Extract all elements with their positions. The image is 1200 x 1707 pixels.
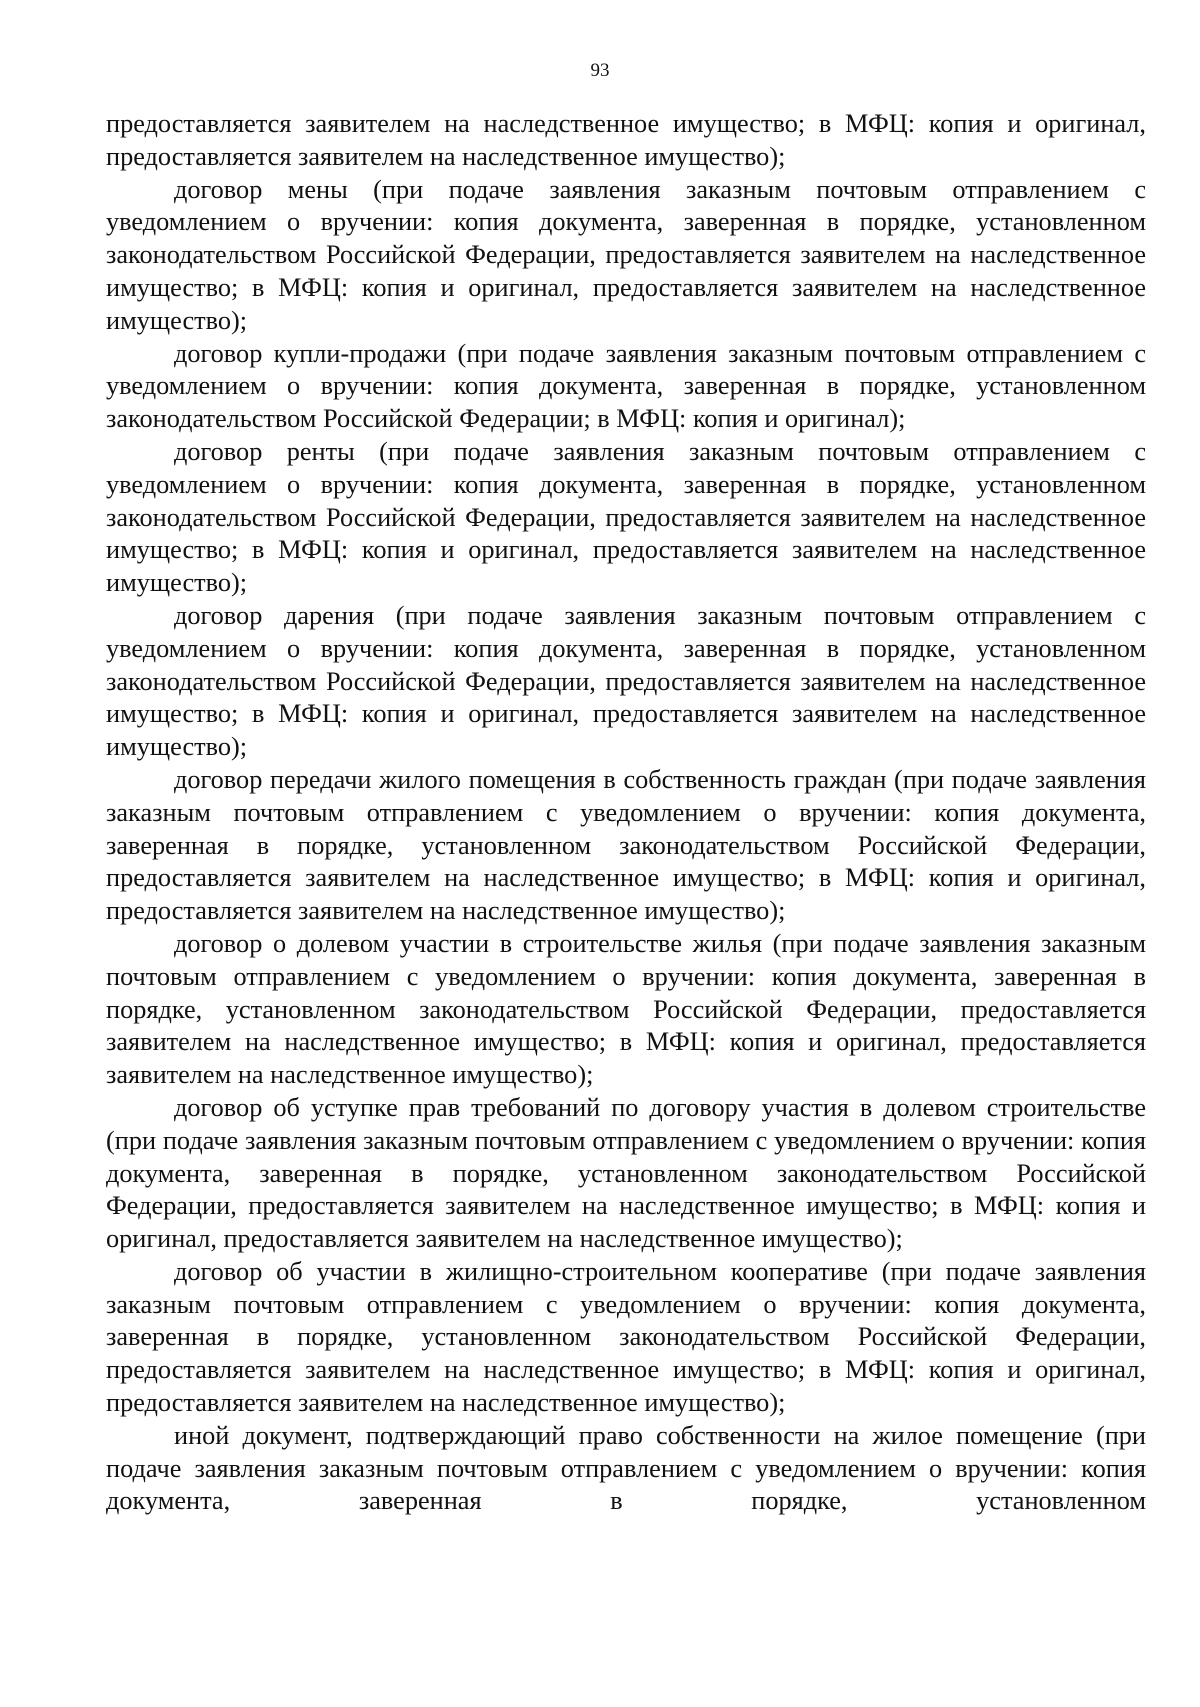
paragraph-annuity-contract: договор ренты (при подаче заявления заказным почтовым отправлением с уведомлением о вручении: копия документа, заверенная в порядке, установленном законодательством Российской Федерации, предоставляется заявителем на наследственное имущество; в МФЦ: копия и оригинал, предоставляется заявителем на наследственное имущество); xyxy=(106,436,1146,598)
paragraph-assignment-contract: договор об уступке прав требований по договору участия в долевом строительстве (при подаче заявления заказным почтовым отправлением с уведомлением о вручении: копия документа, заверенная в порядке, установленном законодательством Российской Федерации, предоставляется заявителем на наследственное имущество; в МФЦ: копия и оригинал, предоставляется заявителем на наследственное имущество); xyxy=(106,1092,1146,1254)
paragraph-other-document: иной документ, подтверждающий право собственности на жилое помещение (при подаче заявления заказным почтовым отправлением с уведомлением о вручении: копия документа, заверенная в порядке, установленном xyxy=(106,1420,1146,1516)
paragraph-shared-construction-contract: договор о долевом участии в строительстве жилья (при подаче заявления заказным почтовым отправлением с уведомлением о вручении: копия документа, заверенная в порядке, установленном законодательством Российской Федерации, предоставляется заявителем на наследственное имущество; в МФЦ: копия и оригинал, предоставляется заявителем на наследственное имущество); xyxy=(106,928,1146,1090)
paragraph-privatization-contract: договор передачи жилого помещения в собственность граждан (при подаче заявления заказным почтовым отправлением с уведомлением о вручении: копия документа, заверенная в порядке, установленном законодательством Российской Федерации, предоставляется заявителем на наследственное имущество; в МФЦ: копия и оригинал, предоставляется заявителем на наследственное имущество); xyxy=(106,764,1146,926)
document-body xyxy=(106,108,1146,1518)
paragraph-sale-contract: договор купли-продажи (при подаче заявления заказным почтовым отправлением с уведомлением о вручении: копия документа, заверенная в порядке, установленном законодательством Российской Федерации; в МФЦ: копия и оригинал); xyxy=(106,338,1146,434)
paragraph-gift-contract: договор дарения (при подаче заявления заказным почтовым отправлением с уведомлением о вручении: копия документа, заверенная в порядке, установленном законодательством Российской Федерации, предоставляется заявителем на наследственное имущество; в МФЦ: копия и оригинал, предоставляется заявителем на наследственное имущество); xyxy=(106,600,1146,762)
paragraph-exchange-contract: договор мены (при подаче заявления заказным почтовым отправлением с уведомлением о вручении: копия документа, заверенная в порядке, установленном законодательством Российской Федерации, предоставляется заявителем на наследственное имущество; в МФЦ: копия и оригинал, предоставляется заявителем на наследственное имущество); xyxy=(106,174,1146,335)
page-number: 93 xyxy=(590,60,610,81)
paragraph-cooperative-contract: договор об участии в жилищно-строительном кооперативе (при подаче заявления заказным почтовым отправлением с уведомлением о вручении: копия документа, заверенная в порядке, установленном законодательством Российской Федерации, предоставляется заявителем на наследственное имущество; в МФЦ: копия и оригинал, предоставляется заявителем на наследственное имущество); xyxy=(106,1256,1146,1418)
paragraph-continuation: предоставляется заявителем на наследственное имущество; в МФЦ: копия и оригинал, предоставляется заявителем на наследственное имущество); xyxy=(106,109,1146,171)
